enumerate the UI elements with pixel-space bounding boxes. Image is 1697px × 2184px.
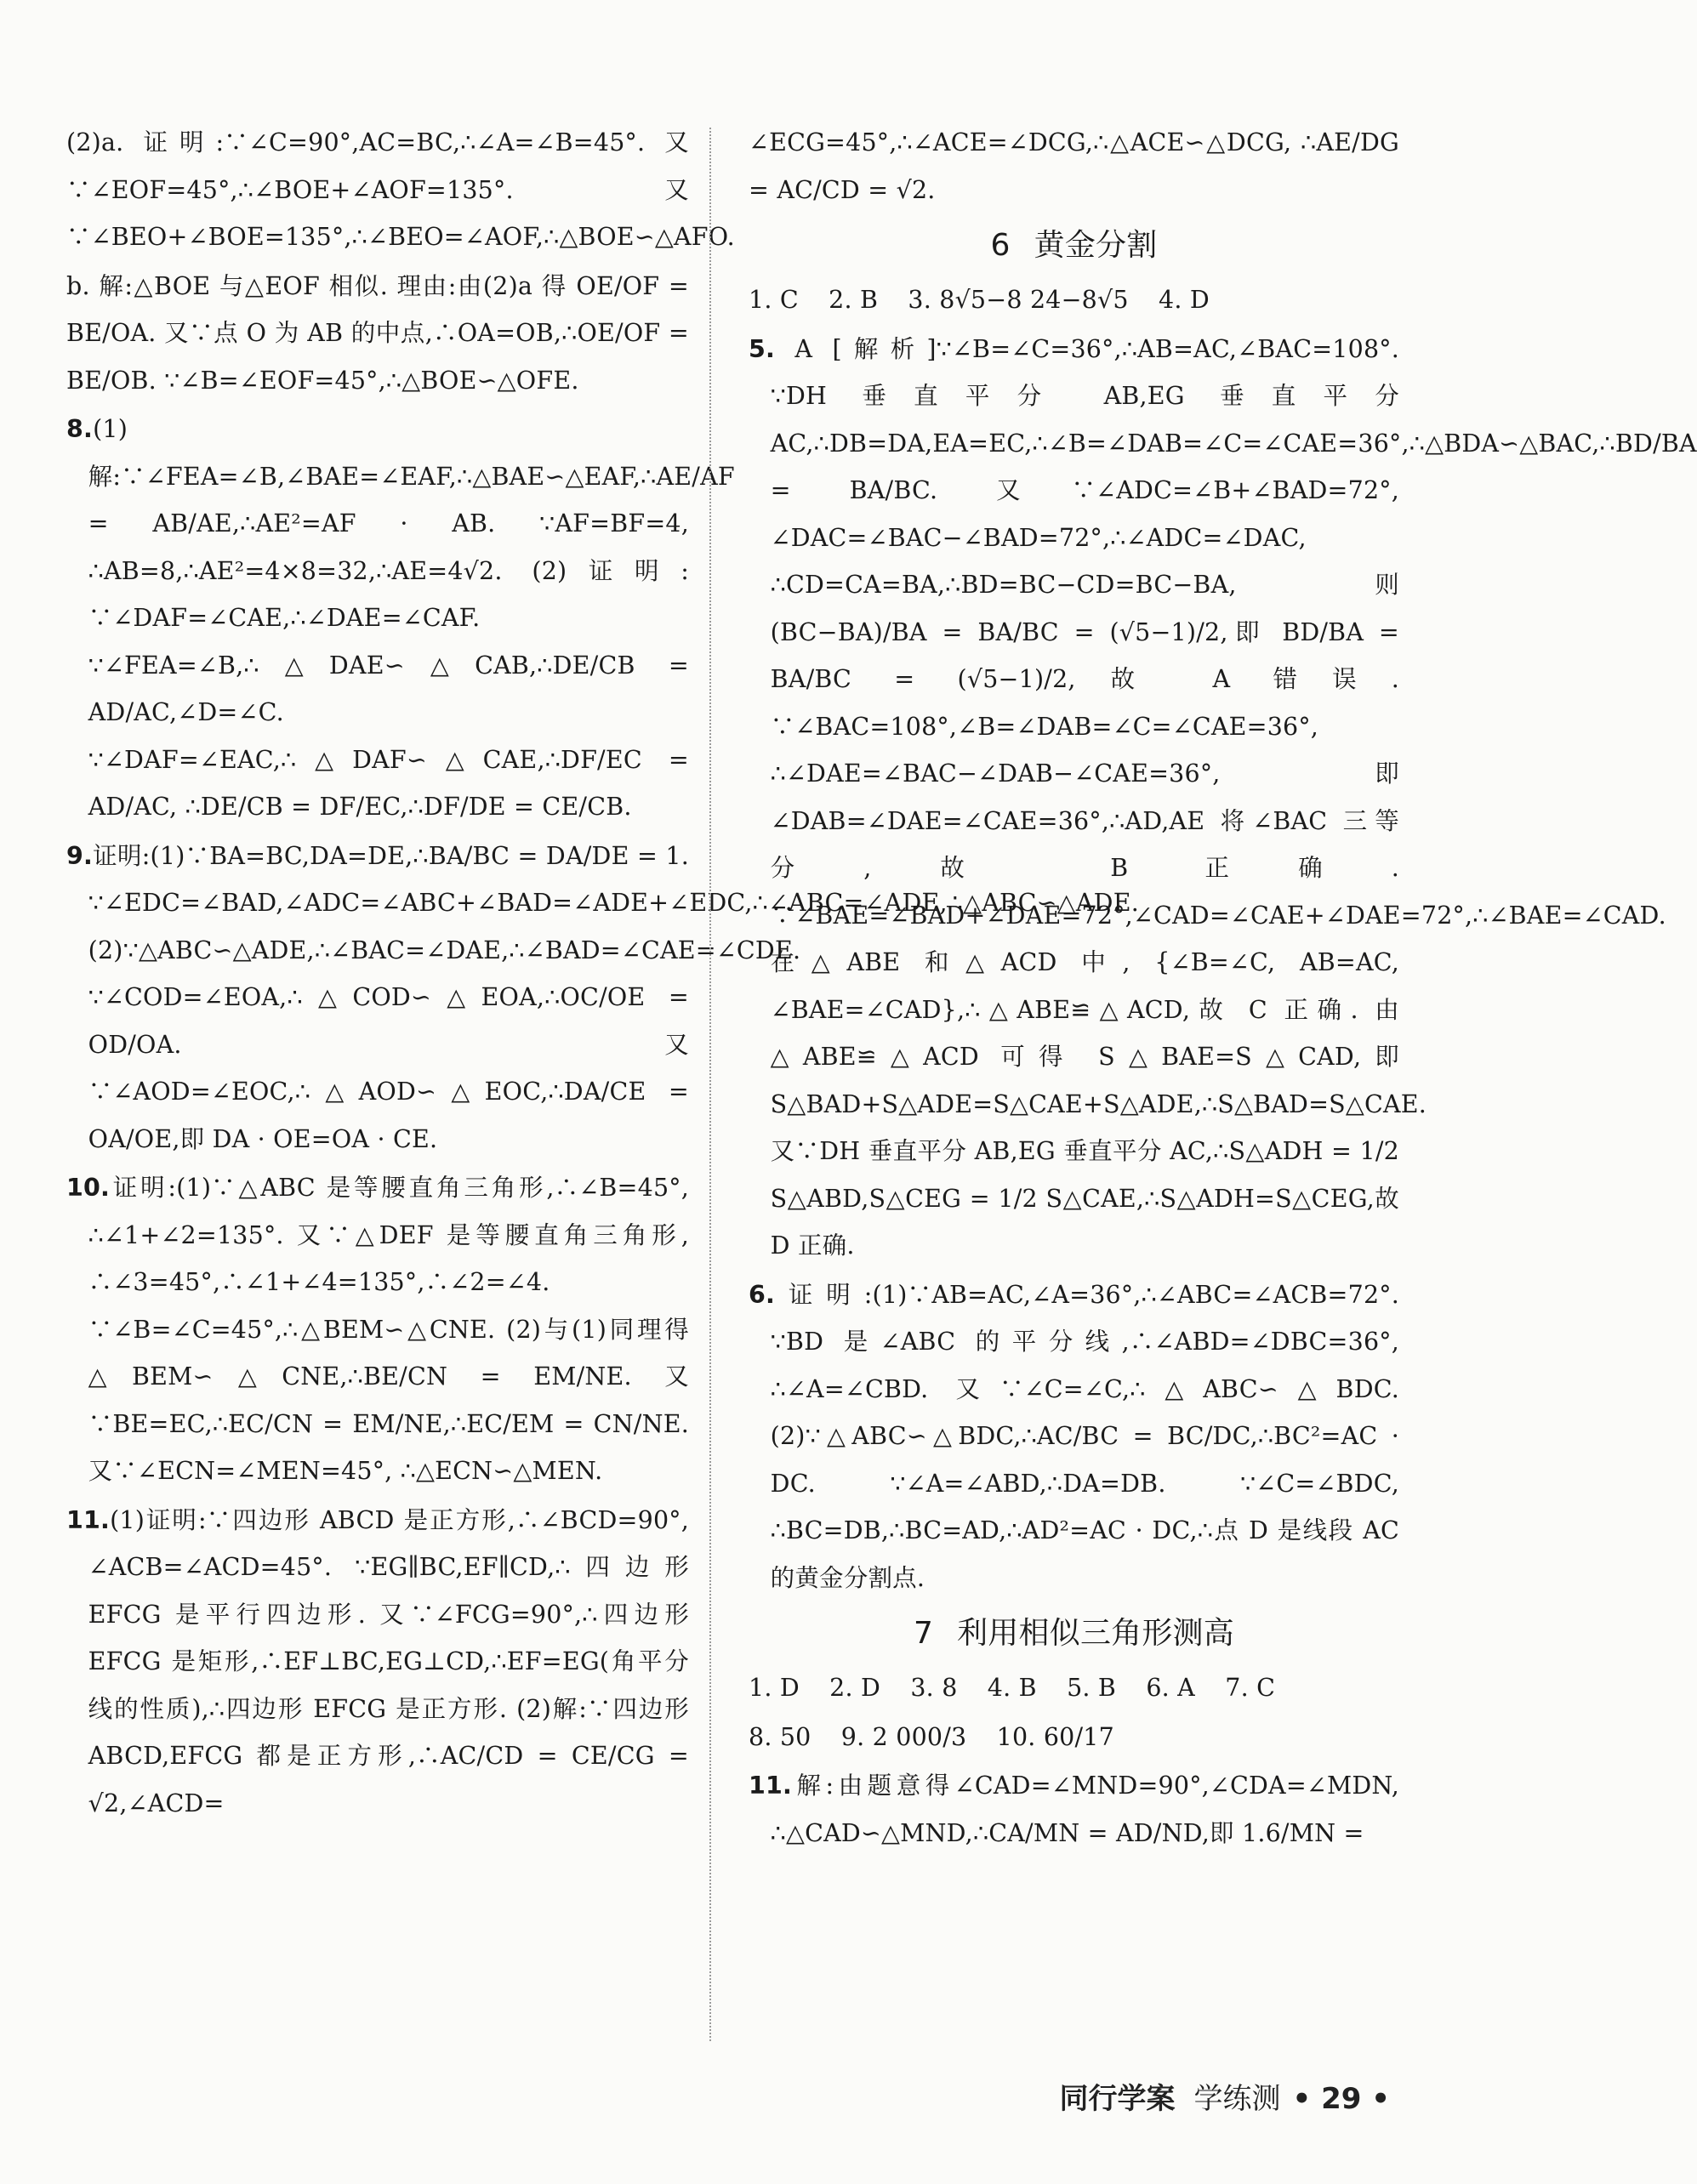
- item-8: [66, 406, 735, 831]
- answer: 7. C: [1225, 1674, 1276, 1702]
- section-7-heading: [749, 1608, 1399, 1659]
- item-text: 证明:(1)∵△ABC 是等腰直角三角形,∴∠B=45°, ∴∠1+∠2=135°. 又∵△DEF 是等腰直角三角形, ∴∠3=45°,∴∠1+∠4=135°,∴∠2=∠4. ∵∠B=∠C=45°,∴△BEM∽△CNE. (2)与(1)同理得 △BEM∽△CNE,∴BE/CN = EM/NE. 又∵BE=EC,∴EC/CN = EM/NE,∴EC/EM = CN/NE. 又∵∠ECN=∠MEN=45°, ∴△ECN∽△MEN.: [88, 1174, 689, 1485]
- item-number: 6.: [749, 1280, 776, 1309]
- answer: 2. D: [829, 1674, 881, 1702]
- item-6: [749, 1271, 1399, 1602]
- answer: 3. 8: [910, 1674, 958, 1702]
- answer: 1. D: [749, 1674, 800, 1702]
- item-number: 5.: [749, 334, 776, 363]
- section-title: 黄金分割: [1034, 228, 1158, 263]
- section-6-answers: [749, 276, 1399, 324]
- column-divider: [709, 128, 711, 2041]
- item-text: (1)证明:∵四边形 ABCD 是正方形,∴∠BCD=90°, ∠ACB=∠ACD=45°. ∵EG∥BC,EF∥CD,∴四边形 EFCG 是平行四边形. 又∵∠FCG=90°,∴四边形 EFCG 是矩形,∴EF⊥BC,EG⊥CD,∴EF=EG(角平分线的性质),∴四边形 EFCG 是正方形. (2)解:∵四边形 ABCD,EFCG 都是正方形,∴AC/CD = CE/CG = √2,∠ACD=: [88, 1505, 689, 1817]
- section-7-answers-line-1: [749, 1664, 1399, 1712]
- item-number: 9.: [66, 841, 94, 870]
- answer: 2. B: [829, 286, 879, 314]
- right-column: [749, 119, 1697, 1858]
- item-text: 证明:(1)∵AB=AC,∠A=36°,∴∠ABC=∠ACB=72°. ∵BD 是∠ABC 的平分线,∴∠ABD=∠DBC=36°, ∴∠A=∠CBD. 又∵∠C=∠C,∴△ABC∽△BDC. (2)∵△ABC∽△BDC,∴AC/BC = BC/DC,∴BC²=AC · DC. ∵∠A=∠ABD,∴DA=DB. ∵∠C=∠BDC, ∴BC=DB,∴BC=AD,∴AD²=AC · DC,∴点 D 是线段 AC 的黄金分割点.: [770, 1280, 1399, 1592]
- brand-sub: 学练测: [1193, 2082, 1281, 2116]
- item-number: 8.: [66, 415, 94, 443]
- item-text: (1)解:∵∠FEA=∠B,∠BAE=∠EAF,∴△BAE∽△EAF,∴AE/AF = AB/AE,∴AE²=AF · AB. ∵AF=BF=4, ∴AB=8,∴AE²=4×8=32,∴AE=4√2. (2)证明: ∵∠DAF=∠CAE,∴∠DAE=∠CAF. ∵∠FEA=∠B,∴△DAE∽△CAB,∴DE/CB = AD/AC,∠D=∠C. ∵∠DAF=∠EAC,∴△DAF∽△CAE,∴DF/EC = AD/AC, ∴DE/CB = DF/EC,∴DF/DE = CE/CB.: [88, 415, 735, 821]
- brand-name: 同行学案: [1059, 2082, 1176, 2116]
- item-number: 11.: [749, 1772, 793, 1800]
- item-text: b. 解:△BOE 与△EOF 相似. 理由:由(2)a 得 OE/OF = BE/OA. 又∵点 O 为 AB 的中点,∴OA=OB,∴OE/OF = BE/OB. ∵∠B=∠EOF=45°,∴△BOE∽△OFE.: [66, 271, 689, 395]
- item-5: [749, 326, 1697, 1270]
- section-title: 利用相似三角形测高: [957, 1616, 1234, 1651]
- section-number: 7: [914, 1616, 934, 1651]
- item-7-part-2b: [66, 263, 689, 405]
- answer: 3. 8√5−8 24−8√5: [908, 286, 1129, 314]
- item-9: [66, 833, 1139, 1163]
- answer: 6. A: [1146, 1674, 1195, 1702]
- section-6-heading: [749, 220, 1399, 271]
- answer: 4. B: [987, 1674, 1037, 1702]
- answer: 4. D: [1158, 286, 1210, 314]
- answer: 5. B: [1067, 1674, 1117, 1702]
- answer: 9. 2 000/3: [840, 1722, 967, 1751]
- page-number: • 29 •: [1292, 2082, 1390, 2116]
- item-text: (2)a. 证明:∵∠C=90°,AC=BC,∴∠A=∠B=45°. 又∵∠EOF=45°,∴∠BOE+∠AOF=135°. 又∵∠BEO+∠BOE=135°,∴∠BEO=∠AOF,∴△BOE∽△AFO.: [66, 128, 735, 251]
- section-7-answers-line-2: [749, 1714, 1399, 1761]
- answer: 1. C: [749, 286, 799, 314]
- page-footer: [1060, 2075, 1390, 2117]
- item-10: [66, 1164, 689, 1495]
- item-text: A [解析]∵∠B=∠C=36°,∴AB=AC,∠BAC=108°. ∵DH 垂直平分 AB,EG 垂直平分 AC,∴DB=DA,EA=EC,∴∠B=∠DAB=∠C=∠CAE=36°,∴△BDA∽△BAC,∴BD/BA = BA/BC. 又∵∠ADC=∠B+∠BAD=72°, ∠DAC=∠BAC−∠BAD=72°,∴∠ADC=∠DAC, ∴CD=CA=BA,∴BD=BC−CD=BC−BA,则 (BC−BA)/BA = BA/BC = (√5−1)/2,即 BD/BA = BA/BC = (√5−1)/2,故 A 错误. ∵∠BAC=108°,∠B=∠DAB=∠C=∠CAE=36°, ∴∠DAE=∠BAC−∠DAB−∠CAE=36°,即∠DAB=∠DAE=∠CAE=36°,∴AD,AE 将∠BAC 三等分,故 B 正确. ∵∠BAE=∠BAD+∠DAE=72°,∠CAD=∠CAE+∠DAE=72°,∴∠BAE=∠CAD. 在△ABE 和△ACD 中, {∠B=∠C, AB=AC, ∠BAE=∠CAD},∴△ABE≌△ACD,故 C 正确. 由△ABE≌△ACD 可得 S△BAE=S△CAD,即 S△BAD+S△ADE=S△CAE+S△ADE,∴S△BAD=S△CAE. 又∵DH 垂直平分 AB,EG 垂直平分 AC,∴S△ADH = 1/2 S△ABD,S△CEG = 1/2 S△CAE,∴S△ADH=S△CEG,故 D 正确.: [770, 334, 1697, 1260]
- answer: 8. 50: [749, 1722, 811, 1751]
- item-11: [66, 1497, 689, 1828]
- item-text: 证明:(1)∵BA=BC,DA=DE,∴BA/BC = DA/DE = 1. ∵∠EDC=∠BAD,∠ADC=∠ABC+∠BAD=∠ADE+∠EDC,∴∠ABC=∠ADE,∴△ABC∽△ADE. (2)∵△ABC∽△ADE,∴∠BAC=∠DAE,∴∠BAD=∠CAE=∠CDE. ∵∠COD=∠EOA,∴△COD∽△EOA,∴OC/OE = OD/OA. 又∵∠AOD=∠EOC,∴△AOD∽△EOC,∴DA/CE = OA/OE,即 DA · OE=OA · CE.: [88, 841, 1139, 1153]
- item-text: 解:由题意得∠CAD=∠MND=90°,∠CDA=∠MDN, ∴△CAD∽△MND,∴CA/MN = AD/ND,即 1.6/MN =: [770, 1772, 1399, 1847]
- item-number: 10.: [66, 1174, 111, 1202]
- item-11-section-7: [749, 1762, 1399, 1857]
- item-number: 11.: [66, 1505, 111, 1534]
- section-number: 6: [990, 228, 1011, 263]
- answer: 10. 60/17: [996, 1722, 1114, 1751]
- item-11-continued: ∠ECG=45°,∴∠ACE=∠DCG,∴△ACE∽△DCG, ∴AE/DG = AC/CD = √2.: [749, 128, 1399, 204]
- item-7-part-2a: [66, 119, 735, 261]
